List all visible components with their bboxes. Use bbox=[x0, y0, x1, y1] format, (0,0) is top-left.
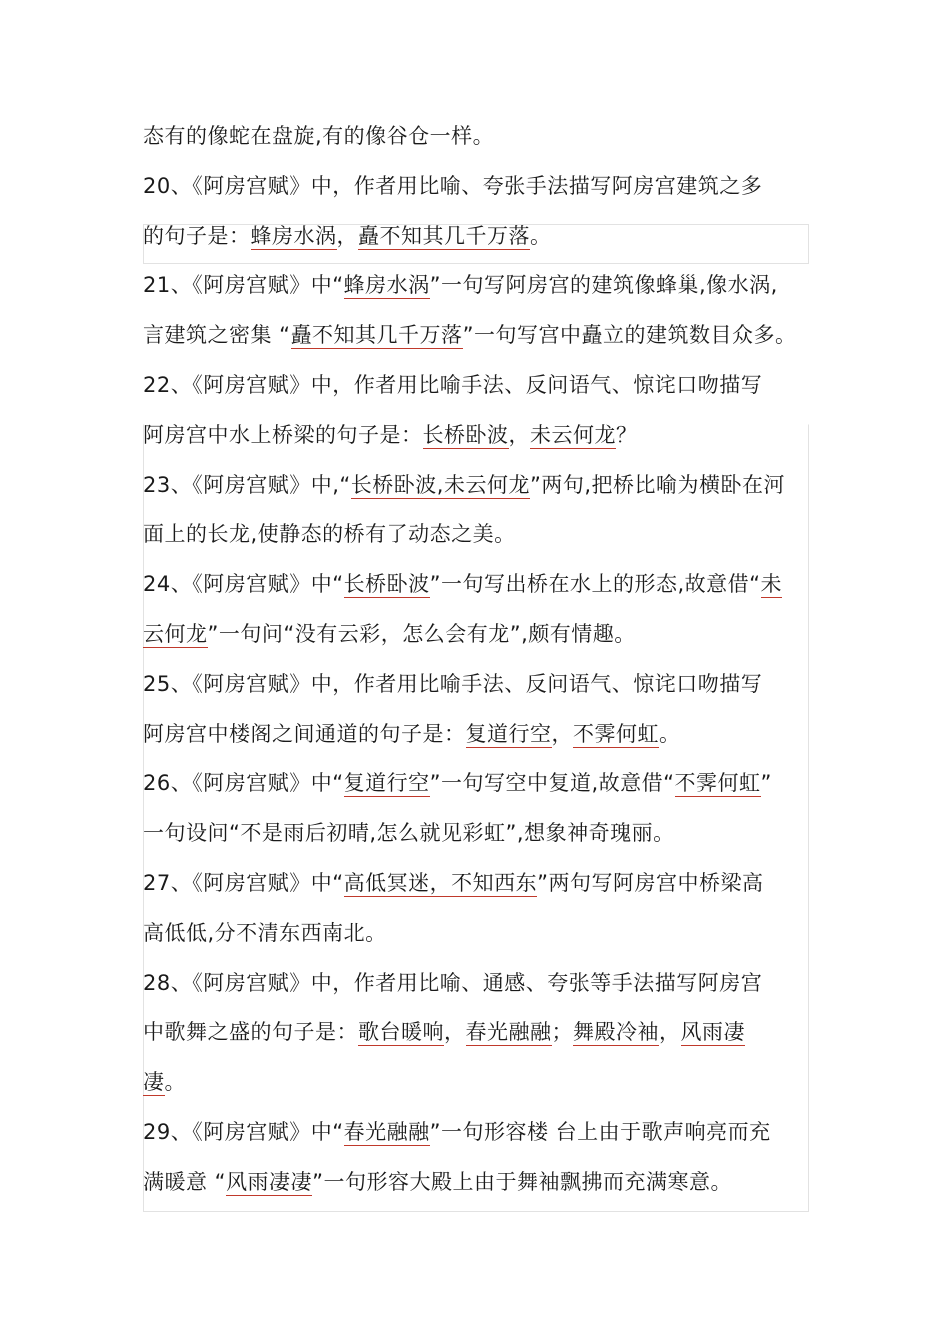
text-segment: ， bbox=[336, 223, 358, 248]
text-segment: 28、《阿房宫赋》中，作者用比喻、通感、夸张等手法描写阿房宫 bbox=[143, 970, 763, 995]
text-segment: 一句设问“不是雨后初晴,怎么就见彩虹”,想象神奇瑰丽。 bbox=[143, 821, 675, 846]
text-segment: ”一句写空中复道,故意借“ bbox=[429, 771, 675, 796]
underlined-answer: 高低冥迷，不知西东 bbox=[343, 870, 538, 895]
text-segment: 。 bbox=[530, 223, 552, 248]
text-line bbox=[143, 411, 815, 461]
underlined-answer: 云何龙 bbox=[143, 621, 208, 646]
text-segment: 29、《阿房宫赋》中“ bbox=[143, 1119, 344, 1144]
text-segment: ， bbox=[508, 422, 530, 447]
text-line bbox=[143, 1008, 815, 1058]
text-segment: ， bbox=[659, 1020, 681, 1045]
text-line bbox=[143, 1058, 815, 1108]
text-line bbox=[143, 361, 815, 411]
underlined-answer: 春光融融 bbox=[343, 1119, 430, 1144]
underlined-answer: 矗不知其几千万落 bbox=[358, 223, 530, 248]
text-line bbox=[143, 809, 815, 859]
text-segment: 的句子是： bbox=[143, 223, 251, 248]
text-segment: 高低低,分不清东西南北。 bbox=[143, 920, 387, 945]
text-line bbox=[143, 909, 815, 959]
text-segment: 22、《阿房宫赋》中，作者用比喻手法、反问语气、惊诧口吻描写 bbox=[143, 372, 763, 397]
text-segment: ， bbox=[444, 1020, 466, 1045]
underlined-answer: 春光融融 bbox=[465, 1020, 552, 1045]
underlined-answer: 矗不知其几千万落 bbox=[290, 323, 463, 348]
text-segment: 面上的长龙,使静态的桥有了动态之美。 bbox=[143, 522, 516, 547]
text-segment: ”一句问“没有云彩，怎么会有龙”,颇有情趣。 bbox=[207, 621, 636, 646]
text-segment: ”一句写宫中矗立的建筑数目众多。 bbox=[462, 323, 797, 348]
text-line bbox=[143, 162, 815, 212]
text-segment: ”两句写阿房宫中桥梁高 bbox=[537, 870, 764, 895]
text-segment: 满暖意 “ bbox=[143, 1169, 227, 1194]
underlined-answer: 舞殿冷袖 bbox=[573, 1020, 659, 1045]
underlined-answer: 蜂房水涡 bbox=[250, 223, 337, 248]
underlined-answer: 蜂房水涡 bbox=[343, 273, 430, 298]
underlined-answer: 不霁何虹 bbox=[573, 721, 659, 746]
text-segment: 。 bbox=[164, 1070, 186, 1095]
text-line bbox=[143, 311, 815, 361]
underlined-answer: 长桥卧波,未云何龙 bbox=[350, 472, 530, 497]
text-segment: ”一句写出桥在水上的形态,故意借“ bbox=[429, 572, 761, 597]
underlined-answer: 长桥卧波 bbox=[422, 422, 509, 447]
text-line bbox=[143, 560, 815, 610]
text-line bbox=[143, 510, 815, 560]
text-segment: 24、《阿房宫赋》中“ bbox=[143, 572, 344, 597]
text-segment: 23、《阿房宫赋》中,“ bbox=[143, 472, 351, 497]
text-segment: ”两句,把桥比喻为横卧在河 bbox=[529, 472, 786, 497]
text-segment: 20、《阿房宫赋》中，作者用比喻、夸张手法描写阿房宫建筑之多 bbox=[143, 173, 763, 198]
underlined-answer: 风雨凄凄 bbox=[226, 1169, 313, 1194]
document-body bbox=[143, 112, 815, 1208]
text-line bbox=[143, 759, 815, 809]
text-segment: 阿房宫中楼阁之间通道的句子是： bbox=[143, 721, 466, 746]
text-segment: ” bbox=[760, 771, 772, 796]
text-line bbox=[143, 610, 815, 660]
text-segment: ”一句形容楼 台上由于歌声响亮而充 bbox=[429, 1119, 771, 1144]
text-segment: ； bbox=[551, 1020, 573, 1045]
text-line bbox=[143, 1158, 815, 1208]
text-segment: 。 bbox=[659, 721, 681, 746]
text-line bbox=[143, 261, 815, 311]
underlined-answer: 不霁何虹 bbox=[674, 771, 761, 796]
text-segment: 26、《阿房宫赋》中“ bbox=[143, 771, 344, 796]
text-segment: 言建筑之密集 “ bbox=[143, 323, 291, 348]
text-line bbox=[143, 212, 815, 262]
underlined-answer: 未云何龙 bbox=[530, 422, 616, 447]
text-line bbox=[143, 959, 815, 1009]
text-segment: 21、《阿房宫赋》中“ bbox=[143, 273, 344, 298]
underlined-answer: 风雨凄 bbox=[680, 1020, 745, 1045]
text-segment: ”一句写阿房宫的建筑像蜂巢,像水涡, bbox=[429, 273, 778, 298]
text-segment: 态有的像蛇在盘旋,有的像谷仓一样。 bbox=[143, 124, 495, 148]
underlined-answer: 复道行空 bbox=[465, 721, 552, 746]
text-line bbox=[143, 461, 815, 511]
text-segment: 阿房宫中水上桥梁的句子是： bbox=[143, 422, 423, 447]
text-segment: 中歌舞之盛的句子是： bbox=[143, 1020, 358, 1045]
underlined-answer: 凄 bbox=[143, 1070, 165, 1095]
text-segment: 25、《阿房宫赋》中，作者用比喻手法、反问语气、惊诧口吻描写 bbox=[143, 671, 763, 696]
underlined-answer: 歌台暖响 bbox=[358, 1020, 444, 1045]
underlined-answer: 长桥卧波 bbox=[343, 572, 430, 597]
text-segment: ， bbox=[551, 721, 573, 746]
text-line bbox=[143, 859, 815, 909]
text-segment: ”一句形容大殿上由于舞袖飘拂而充满寒意。 bbox=[312, 1169, 732, 1194]
text-segment: ？ bbox=[616, 422, 638, 447]
underlined-answer: 未 bbox=[760, 572, 783, 597]
text-segment: 27、《阿房宫赋》中“ bbox=[143, 870, 344, 895]
text-line bbox=[143, 112, 815, 162]
underlined-answer: 复道行空 bbox=[343, 771, 430, 796]
text-line bbox=[143, 660, 815, 710]
text-line bbox=[143, 1108, 815, 1158]
text-line bbox=[143, 710, 815, 760]
